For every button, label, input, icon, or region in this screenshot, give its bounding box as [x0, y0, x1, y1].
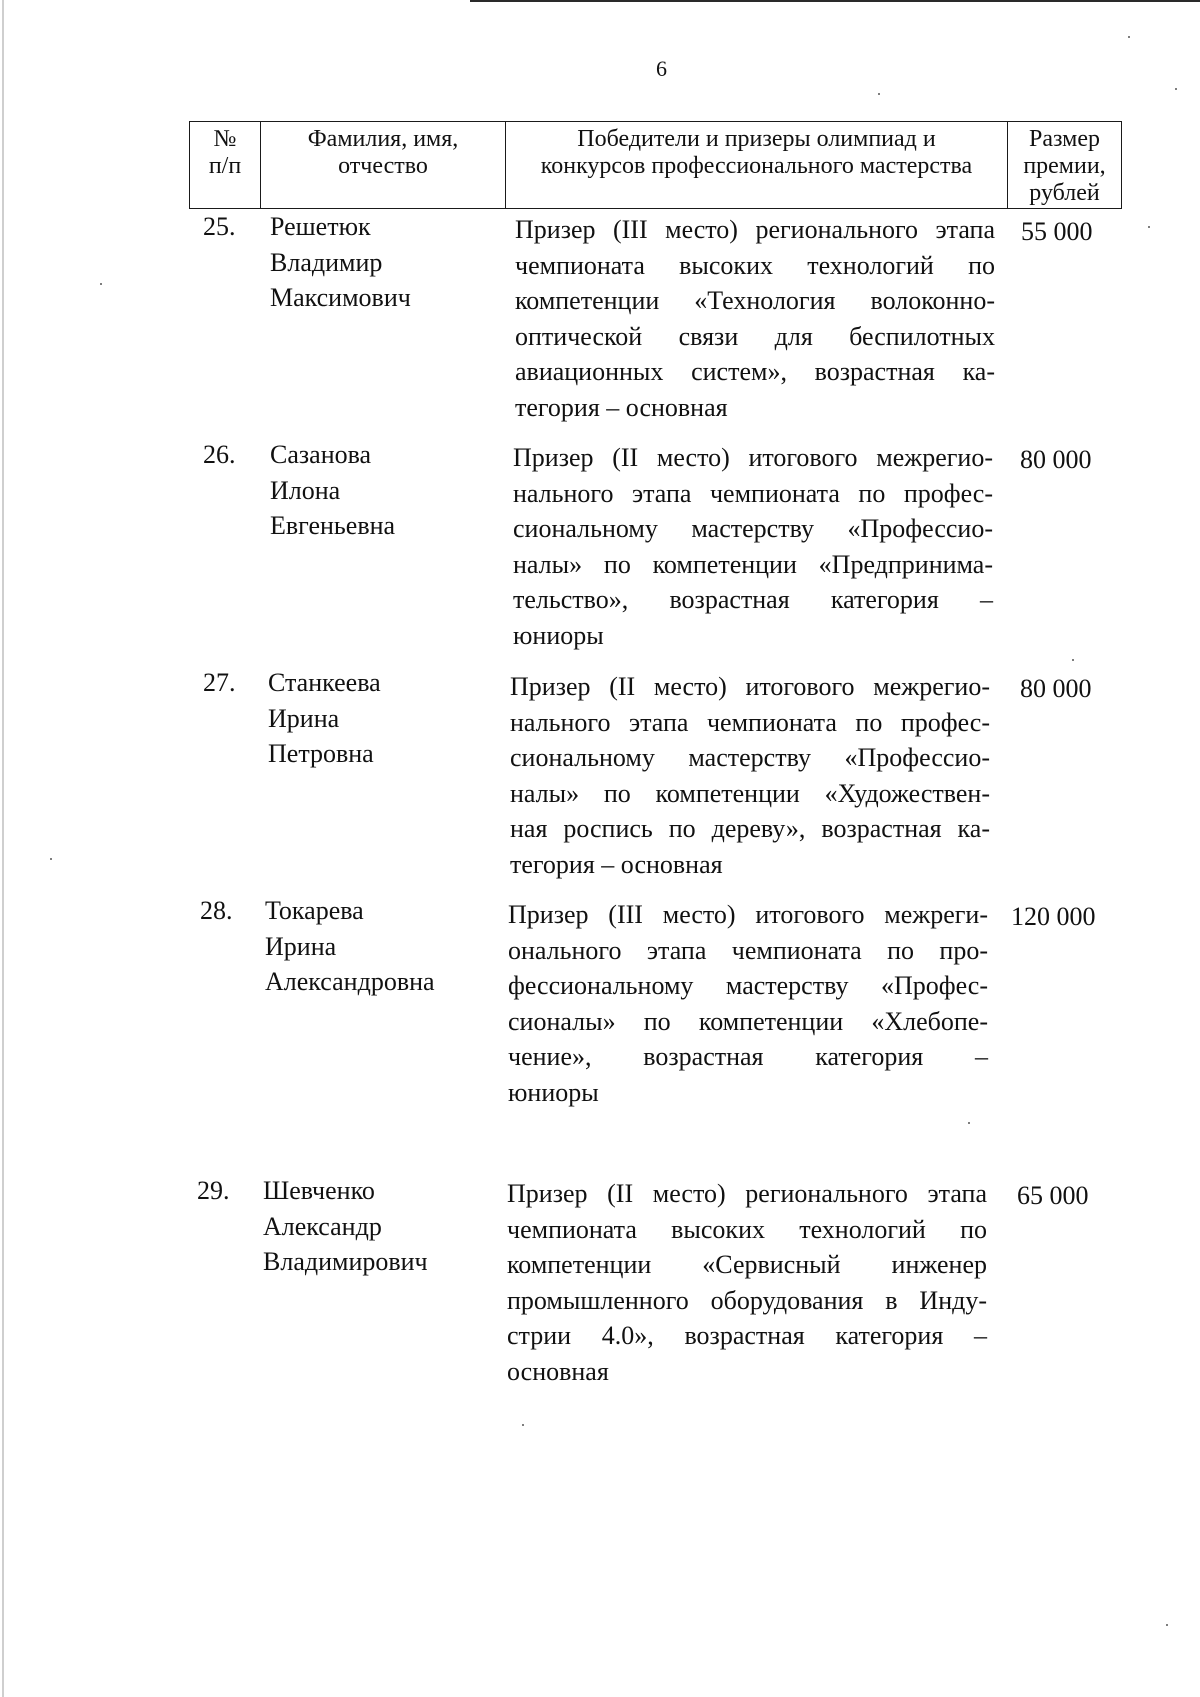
- description-line: сионалы» по компетенции «Хлебопе-: [508, 1006, 988, 1036]
- description-line: оптической связи для беспилотных: [515, 321, 995, 351]
- description-line: нального этапа чемпионата по профес-: [510, 707, 990, 737]
- description-line: авиационных систем», возрастная ка-: [515, 357, 995, 386]
- scan-speck: [100, 283, 102, 285]
- description-line: компетенции «Технология волоконно-: [515, 286, 995, 315]
- entry-surname: Станкеева: [268, 668, 381, 697]
- entry-name: [270, 209, 500, 316]
- entry-patronymic: Евгеньевна: [270, 511, 396, 540]
- entry-name: [270, 437, 500, 544]
- description-line: фессиональному мастерству «Профес-: [508, 971, 988, 1000]
- header-num-line: №: [213, 126, 237, 152]
- entry-surname: Шевченко: [263, 1176, 375, 1205]
- description-line: Призер (III место) регионального этапа: [515, 215, 995, 244]
- description-line: тегория – основная: [515, 392, 728, 422]
- entry-prize: 120 000: [1011, 902, 1096, 931]
- entry-prize: 65 000: [1017, 1181, 1089, 1210]
- entry-prize: 80 000: [1020, 445, 1092, 474]
- entry-first-name: Ирина: [265, 931, 337, 961]
- entry-description: [513, 440, 993, 653]
- entry-number: 28.: [200, 896, 233, 925]
- description-line: тельство», возрастная категория –: [513, 585, 993, 614]
- description-line: чение», возрастная категория –: [508, 1042, 988, 1071]
- entry-first-name: Александр: [263, 1211, 382, 1241]
- scan-left-edge: [2, 0, 4, 1697]
- entry-name: [268, 665, 498, 772]
- entry-description: [508, 897, 988, 1110]
- scan-speck: [1072, 659, 1074, 661]
- entry-prize: 55 000: [1021, 217, 1093, 246]
- header-num-line: п/п: [208, 153, 242, 179]
- entry-number: 26.: [203, 440, 236, 469]
- header-prize-line: рублей: [1029, 180, 1100, 206]
- scan-speck: [1175, 88, 1177, 90]
- entry-patronymic: Владимирович: [263, 1247, 428, 1276]
- description-line: промышленного оборудования в Инду-: [507, 1285, 987, 1315]
- entry-surname: Токарева: [265, 896, 364, 925]
- description-line: чемпионата высоких технологий по: [507, 1214, 987, 1244]
- description-line: чемпионата высоких технологий по: [515, 250, 995, 280]
- entry-number: 27.: [203, 668, 236, 697]
- entry-name: [263, 1173, 493, 1280]
- header-prize-line: Размер: [1029, 126, 1100, 152]
- page-number: 6: [656, 56, 667, 81]
- entry-description: [510, 669, 990, 882]
- description-line: ная роспись по дереву», возрастная ка-: [510, 814, 990, 843]
- entry-description: [515, 212, 995, 425]
- scan-speck: [522, 1424, 524, 1426]
- table-header: [189, 121, 1122, 209]
- description-line: юниоры: [508, 1077, 599, 1107]
- entry-patronymic: Александровна: [265, 967, 435, 996]
- header-prize-line: премии,: [1023, 153, 1106, 179]
- header-name-line: отчество: [338, 153, 428, 179]
- entry-number: 29.: [197, 1176, 230, 1205]
- scan-speck: [878, 93, 880, 95]
- description-line: Призер (II место) итогового межрегио-: [510, 672, 990, 701]
- entry-number: 25.: [203, 212, 236, 241]
- scan-speck: [1166, 1624, 1168, 1626]
- entry-patronymic: Петровна: [268, 739, 374, 768]
- header-name-cell: [261, 122, 506, 209]
- header-prize-cell: [1008, 122, 1122, 209]
- scan-speck: [50, 858, 52, 860]
- description-line: налы» по компетенции «Предпринима-: [513, 549, 993, 579]
- scan-speck: [1148, 226, 1150, 228]
- header-description-cell: [506, 122, 1008, 209]
- scan-speck: [968, 1122, 970, 1124]
- entry-name: [265, 893, 495, 1000]
- entry-surname: Сазанова: [270, 440, 372, 469]
- description-line: Призер (II место) регионального этапа: [507, 1179, 987, 1208]
- description-line: стрии 4.0», возрастная категория –: [507, 1321, 987, 1350]
- header-name-line: Фамилия, имя,: [307, 126, 459, 152]
- scan-border-line: [470, 0, 1200, 2]
- header-description-line: конкурсов профессионального мастерства: [540, 153, 973, 179]
- header-description-line: Победители и призеры олимпиад и: [577, 126, 936, 152]
- description-line: основная: [507, 1356, 609, 1386]
- entry-first-name: Ирина: [268, 703, 340, 733]
- description-line: компетенции «Сервисный инженер: [507, 1250, 987, 1279]
- entry-surname: Решетюк: [270, 212, 371, 241]
- entry-patronymic: Максимович: [270, 283, 411, 312]
- entry-description: [507, 1176, 987, 1389]
- entry-first-name: Илона: [270, 475, 341, 505]
- entry-first-name: Владимир: [270, 247, 383, 277]
- scan-speck: [1128, 36, 1130, 38]
- description-line: сиональному мастерству «Профессио-: [513, 514, 993, 543]
- description-line: тегория – основная: [510, 849, 723, 879]
- description-line: Призер (II место) итогового межрегио-: [513, 443, 993, 472]
- description-line: юниоры: [513, 620, 604, 650]
- description-line: налы» по компетенции «Художествен-: [510, 778, 990, 808]
- header-num-cell: [190, 122, 261, 209]
- description-line: сиональному мастерству «Профессио-: [510, 743, 990, 772]
- description-line: Призер (III место) итогового межреги-: [508, 900, 988, 929]
- description-line: нального этапа чемпионата по профес-: [513, 478, 993, 508]
- entry-prize: 80 000: [1020, 674, 1092, 703]
- description-line: онального этапа чемпионата по про-: [508, 935, 988, 965]
